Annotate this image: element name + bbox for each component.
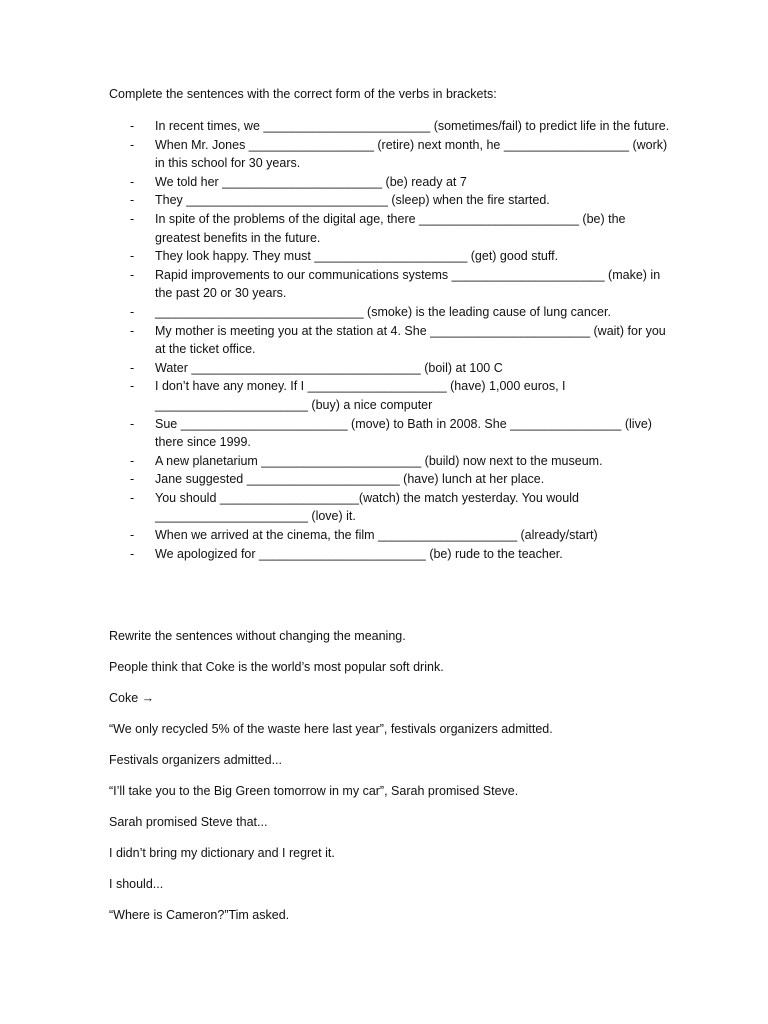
list-bullet: -	[130, 137, 135, 152]
exercise-item	[130, 136, 670, 173]
exercise-sentence: You should ____________________(watch) the match yesterday. You would ______________________ (love) it.	[155, 490, 579, 524]
exercise-2-instruction: Rewrite the sentences without changing the meaning.	[109, 629, 406, 643]
exercise-sentence: In spite of the problems of the digital age, there _______________________ (be) the greatest benefits in the future.	[155, 211, 626, 245]
rewrite-prompt: People think that Coke is the world’s most popular soft drink.	[109, 660, 444, 674]
list-bullet: -	[130, 174, 135, 189]
list-bullet: -	[130, 193, 135, 208]
exercise-item	[130, 489, 670, 526]
exercise-item	[130, 303, 670, 322]
exercise-item	[130, 452, 670, 471]
list-bullet: -	[130, 360, 135, 375]
rewrite-start: I should...	[109, 877, 164, 891]
rewrite-start: Coke →	[109, 691, 155, 705]
exercise-sentence: They _____________________________ (sleep) when the fire started.	[155, 193, 550, 208]
exercise-2-section	[109, 628, 709, 938]
exercise-item	[130, 210, 670, 247]
list-bullet: -	[130, 379, 135, 394]
rewrite-start: Sarah promised Steve that...	[109, 815, 268, 829]
exercise-item	[130, 545, 670, 564]
exercise-sentence: In recent times, we ________________________ (sometimes/fail) to predict life in the future.	[155, 119, 670, 133]
list-bullet: -	[130, 453, 135, 468]
rewrite-prompt: “We only recycled 5% of the waste here last year”, festivals organizers admitted.	[109, 722, 553, 736]
exercise-item	[130, 377, 670, 414]
exercise-sentence: When Mr. Jones __________________ (retire) next month, he __________________ (work) in this school for 30 years.	[155, 137, 668, 171]
exercise-sentence: We told her _______________________ (be) ready at 7	[155, 174, 467, 189]
list-bullet: -	[130, 528, 135, 543]
list-bullet: -	[130, 546, 135, 561]
list-bullet: -	[130, 267, 135, 282]
list-bullet: -	[130, 249, 135, 264]
list-bullet: -	[130, 416, 135, 431]
exercise-item	[130, 322, 670, 359]
exercise-item	[130, 247, 670, 266]
exercise-sentence: Jane suggested ______________________ (have) lunch at her place.	[155, 472, 545, 487]
exercise-1-list	[130, 117, 670, 563]
exercise-sentence: My mother is meeting you at the station at 4. She _______________________ (wait) for you at the ticket office.	[155, 323, 666, 357]
exercise-sentence: ______________________________ (smoke) is the leading cause of lung cancer.	[155, 304, 611, 319]
exercise-sentence: Water _________________________________ (boil) at 100 C	[155, 360, 503, 375]
rewrite-prompt: “Where is Cameron?”Tim asked.	[109, 908, 290, 922]
list-bullet: -	[130, 211, 135, 226]
exercise-item	[130, 173, 670, 192]
exercise-sentence: When we arrived at the cinema, the film ____________________ (already/start)	[155, 528, 598, 543]
exercise-sentence: We apologized for ________________________ (be) rude to the teacher.	[155, 546, 563, 561]
rewrite-prompt: “I’ll take you to the Big Green tomorrow in my car”, Sarah promised Steve.	[109, 784, 519, 798]
exercise-item	[130, 266, 670, 303]
list-bullet: -	[130, 304, 135, 319]
exercise-item	[130, 470, 670, 489]
list-bullet: -	[130, 323, 135, 338]
exercise-sentence: Sue ________________________ (move) to Bath in 2008. She ________________ (live) there since 1999.	[155, 416, 652, 450]
rewrite-start: Festivals organizers admitted...	[109, 753, 282, 767]
exercise-item	[130, 415, 670, 452]
rewrite-prompt: I didn’t bring my dictionary and I regret it.	[109, 846, 335, 860]
list-bullet: -	[130, 119, 135, 133]
exercise-1-instruction: Complete the sentences with the correct form of the verbs in brackets:	[109, 87, 497, 101]
exercise-sentence: Rapid improvements to our communications systems ______________________ (make) in the past 20 or 30 years.	[155, 267, 661, 301]
list-bullet: -	[130, 490, 135, 505]
exercise-item	[130, 191, 670, 210]
exercise-sentence: They look happy. They must ______________________ (get) good stuff.	[155, 249, 559, 264]
exercise-sentence: A new planetarium _______________________ (build) now next to the museum.	[155, 453, 603, 468]
exercise-item	[130, 359, 670, 378]
list-bullet: -	[130, 472, 135, 487]
exercise-sentence: I don’t have any money. If I ____________________ (have) 1,000 euros, I ______________________ (buy) a nice computer	[155, 379, 566, 412]
exercise-item	[130, 117, 670, 136]
exercise-item	[130, 526, 670, 545]
